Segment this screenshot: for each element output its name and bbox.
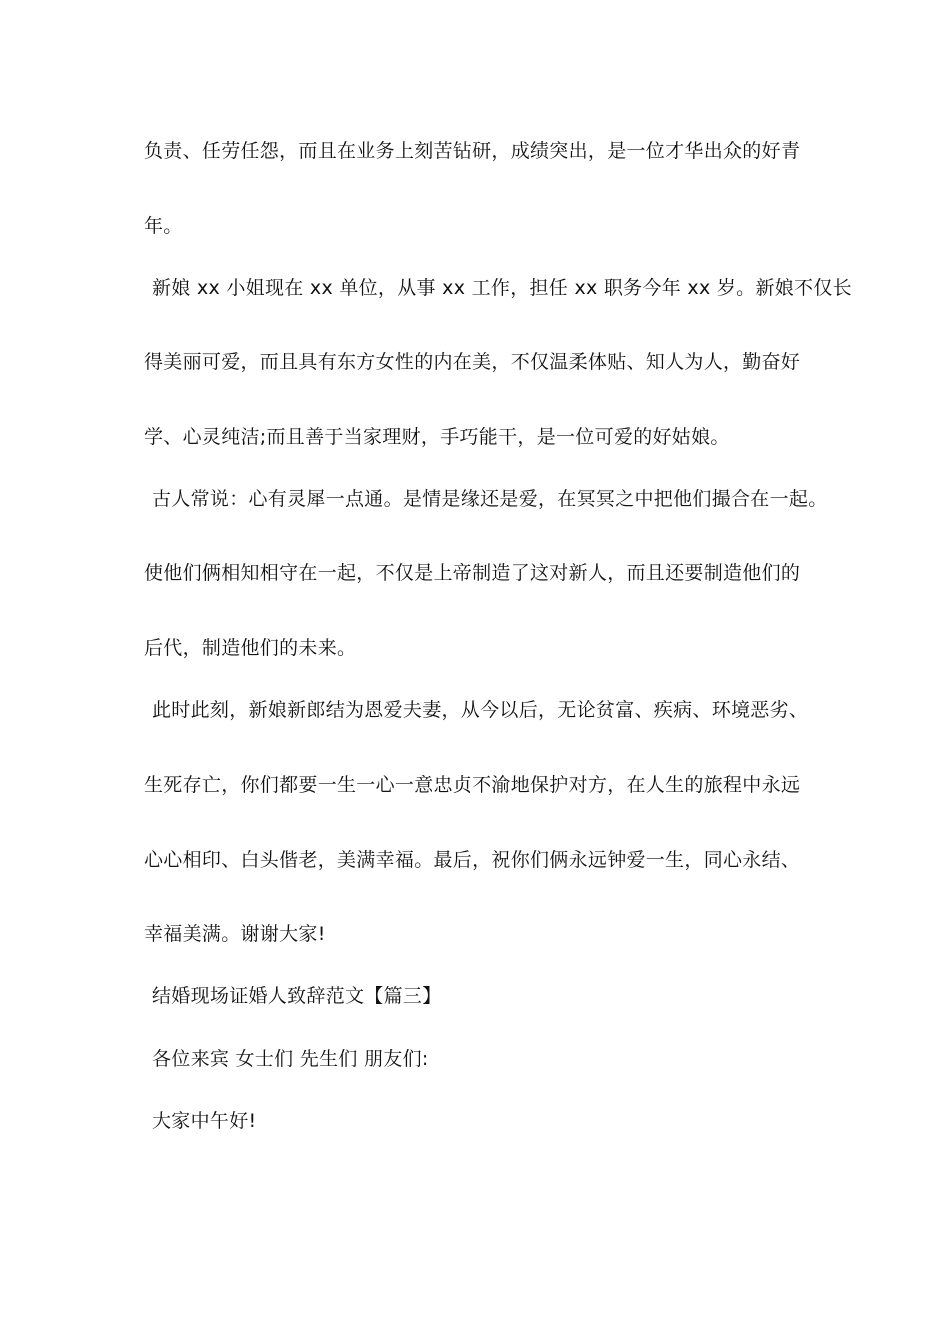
- salutation-line: 大家中午好!: [152, 1110, 257, 1132]
- paragraph-line-2: 年。: [144, 215, 183, 237]
- paragraph-line-12: 幸福美满。谢谢大家!: [144, 923, 326, 945]
- paragraph-line-9: 此时此刻，新娘新郎结为恩爱夫妻，从今以后，无论贫富、疾病、环境恶劣、: [152, 699, 809, 721]
- paragraph-line-3: 新娘 xx 小姐现在 xx 单位，从事 xx 工作，担任 xx 职务今年 xx 岁。新娘不仅长: [152, 277, 852, 299]
- paragraph-line-10: 生死存亡，你们都要一生一心一意忠贞不渝地保护对方，在人生的旅程中永远: [144, 774, 801, 796]
- paragraph-line-7: 使他们俩相知相守在一起，不仅是上帝制造了这对新人，而且还要制造他们的: [144, 562, 801, 584]
- greeting-line: 各位来宾 女士们 先生们 朋友们:: [152, 1048, 429, 1070]
- paragraph-line-4: 得美丽可爱，而且具有东方女性的内在美，不仅温柔体贴、知人为人，勤奋好: [144, 351, 801, 373]
- paragraph-line-1: 负责、任劳任怨，而且在业务上刻苦钻研，成绩突出，是一位才华出众的好青: [144, 140, 801, 162]
- section-heading: 结婚现场证婚人致辞范文【篇三】: [152, 985, 442, 1007]
- paragraph-line-11: 心心相印、白头偕老，美满幸福。最后，祝你们俩永远钟爱一生，同心永结、: [144, 849, 801, 871]
- paragraph-line-8: 后代，制造他们的未来。: [144, 637, 357, 659]
- paragraph-line-6: 古人常说：心有灵犀一点通。是情是缘还是爱，在冥冥之中把他们撮合在一起。: [152, 488, 828, 510]
- paragraph-line-5: 学、心灵纯洁;而且善于当家理财，手巧能干，是一位可爱的好姑娘。: [144, 426, 730, 448]
